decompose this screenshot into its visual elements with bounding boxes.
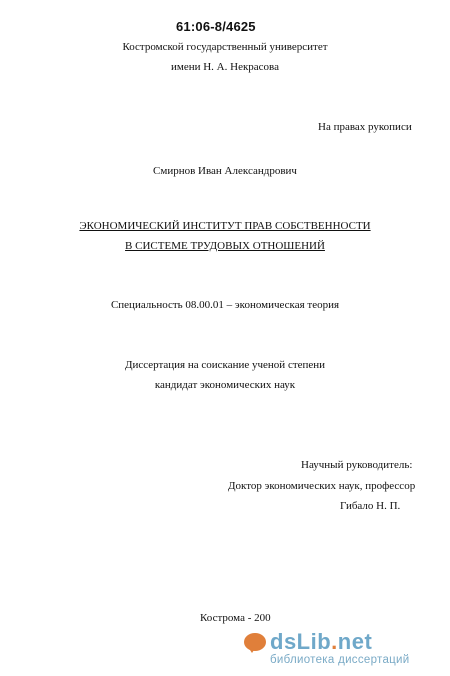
- specialty-line: Специальность 08.00.01 – экономическая теория: [110, 299, 340, 311]
- degree-sought-line2: кандидат экономических наук: [154, 379, 296, 391]
- watermark-logo: dsLib.net: [270, 629, 373, 654]
- watermark-subtitle: библиотека диссертаций: [270, 654, 410, 666]
- dissertation-title-line1: ЭКОНОМИЧЕСКИЙ ИНСТИТУТ ПРАВ СОБСТВЕННОСТИ: [79, 220, 371, 232]
- archive-stamp-number: 61:06-8/4625: [176, 19, 256, 34]
- dslib-watermark: [270, 629, 410, 666]
- degree-sought-line1: Диссертация на соискание ученой степени: [124, 359, 326, 371]
- supervisor-heading: Научный руководитель:: [301, 459, 413, 471]
- supervisor-degree: Доктор экономических наук, профессор: [228, 480, 416, 492]
- supervisor-name: Гибало Н. П.: [340, 500, 401, 512]
- place-and-year: Кострома - 200: [200, 612, 271, 624]
- university-name-line1: Костромской государственный университет: [122, 41, 328, 53]
- author-name: Смирнов Иван Александрович: [153, 165, 297, 177]
- speech-bubble-icon: [244, 633, 266, 651]
- university-name-line2: имени Н. А. Некрасова: [170, 61, 279, 73]
- dissertation-title-line2: В СИСТЕМЕ ТРУДОВЫХ ОТНОШЕНИЙ: [125, 240, 325, 252]
- manuscript-rights-note: На правах рукописи: [318, 121, 412, 133]
